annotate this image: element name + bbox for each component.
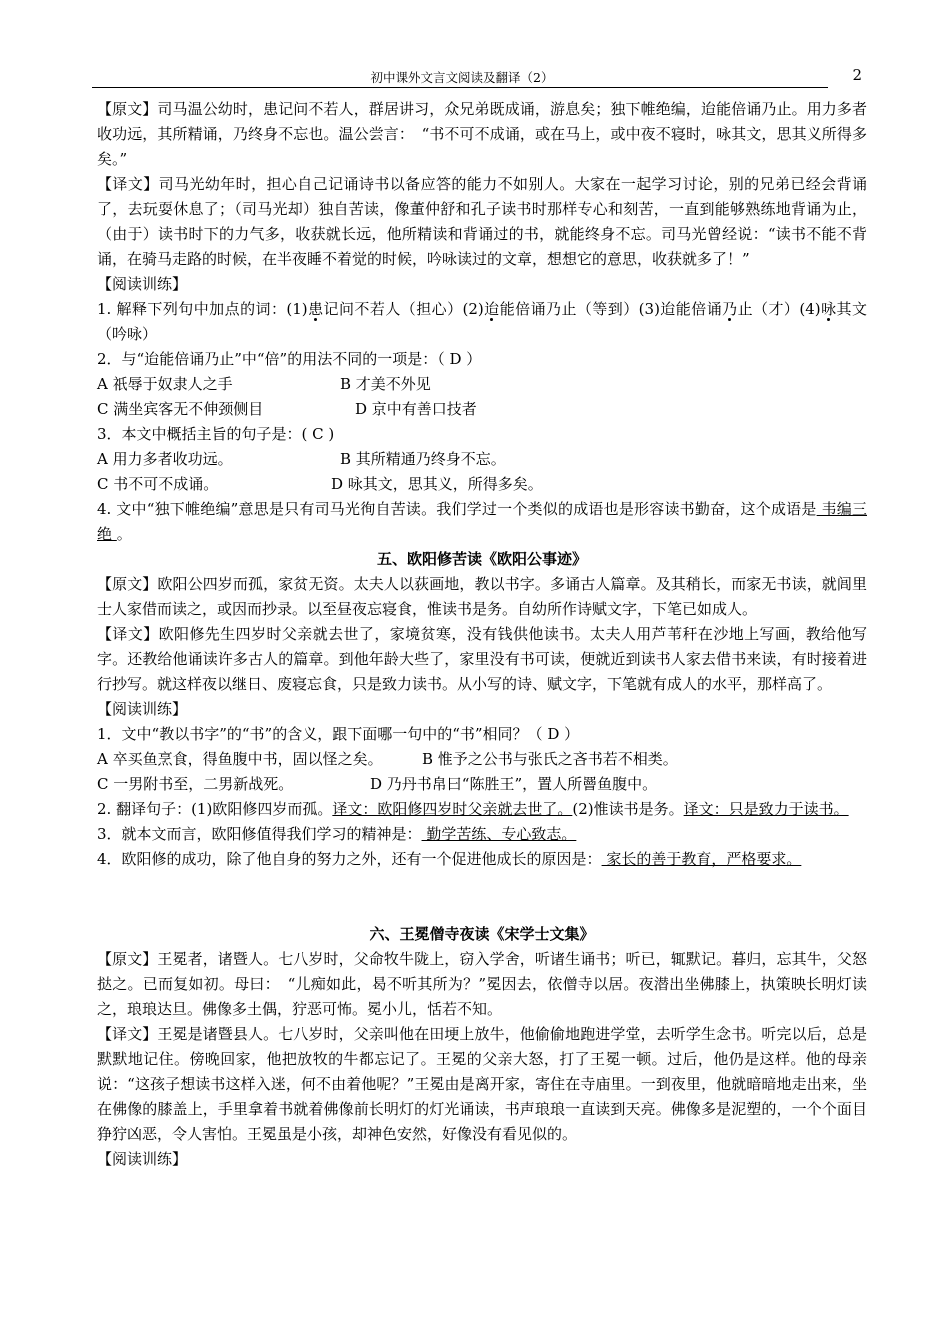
s5-question-4 [97, 847, 867, 872]
s5-original-text: 【原文】欧阳公四岁而孤，家贫无资。太夫人以荻画地，教以书字。多诵古人篇章。及其稍长，而家无书读，就闾里士人家借而读之，或因而抄录。以至昼夜忘寝食，惟读书是务。自幼所作诗赋文字，下笔已如成人。 [97, 575, 867, 618]
option: D 咏其文，思其义，所得多矣。 [331, 475, 543, 493]
s4-translation-text: 【译文】司马光幼年时，担心自己记诵诗书以备应答的能力不如别人。大家在一起学习讨论，别的兄弟已经会背诵了，去玩耍休息了；（司马光却）独自苦读，像董仲舒和孔子读书时那样专心和刻苦，一直到能够熟练地背诵为止，（由于）读书时下的力气多，收获就长远，他所精读和背诵过的书，就能终身不忘。司马光曾经说：“读书不能不背诵，在骑马走路的时候，在半夜睡不着觉的时候，吟咏读过的文章，想想它的意思，收获就多了！” [97, 175, 867, 268]
option: A 卒买鱼烹食，得鱼腹中书，固以怪之矣。 [97, 750, 383, 768]
q1-part: 记问不若人（担心）(2) [323, 300, 484, 318]
answer-underlined: 译文：只是致力于读书。 [683, 800, 849, 818]
option: C 满坐宾客无不伸颈侧目 [97, 400, 264, 418]
s6-training-title: 【阅读训练】 [97, 1150, 188, 1168]
option: C 一男附书至，二男新战死。 [97, 775, 294, 793]
answer-underlined: 勤学苦练、专心致志。 [421, 825, 577, 843]
page-number: 2 [852, 66, 862, 84]
question-text: 4. 文中“独下帷绝编”意思是只有司马光徇自苦读。我们学过一个类似的成语也是形容读书勤奋，这个成语是 [97, 500, 817, 518]
s5-section-title: 五、欧阳修苦读《欧阳公事迹》 [376, 550, 587, 568]
answer-underlined: 译文：欧阳修四岁时父亲就去世了。 [332, 800, 573, 818]
s4-q2-options-row [97, 372, 867, 397]
s4-question-3: 3．本文中概括主旨的句子是：( C ) [97, 425, 335, 443]
s4-question-4 [97, 497, 867, 547]
question-text: 。 [116, 525, 132, 543]
document-body [97, 97, 867, 1172]
header-title: 初中课外文言文阅读及翻译（2） [370, 70, 554, 85]
s5-training-title: 【阅读训练】 [97, 700, 188, 718]
option: C 书不可不成诵。 [97, 475, 219, 493]
dotted-char: 患 [307, 300, 324, 318]
option: A 用力多者收功远。 [97, 450, 233, 468]
option: B 其所精通乃终身不忘。 [340, 450, 506, 468]
q1-part: 能倍诵乃止（等到）(3)迨能倍诵 [499, 300, 723, 318]
header-rule [92, 87, 828, 88]
q1-part: 止（才）(4) [737, 300, 821, 318]
answer-underlined: 韦编三绝 [97, 500, 867, 543]
s4-q3-options-row [97, 447, 867, 472]
q1-part: 其文（吟咏） [97, 300, 867, 343]
question-text: 2. 翻译句子：(1)欧阳修四岁而孤。 [97, 800, 333, 818]
s5-question-1: 1．文中“教以书字”的“书”的含义，跟下面哪一句中的“书”相同？（ D ） [97, 725, 580, 743]
s5-question-2 [97, 797, 867, 822]
s5-question-3 [97, 822, 867, 847]
section-spacer [97, 872, 867, 922]
option: B 才美不外见 [340, 375, 431, 393]
s4-question-1 [97, 297, 867, 347]
answer-underlined: 家长的善于教育，严格要求。 [601, 850, 802, 868]
option: D 京中有善口技者 [355, 400, 477, 418]
q1-part: 1. 解释下列句中加点的词：(1) [97, 300, 308, 318]
option: A 祇辱于奴隶人之手 [97, 375, 233, 393]
s6-translation-text: 【译文】王冕是诸暨县人。七八岁时，父亲叫他在田埂上放牛，他偷偷地跑进学堂，去听学生念书。听完以后，总是默默地记住。傍晚回家，他把放牧的牛都忘记了。王冕的父亲大怒，打了王冕一顿。过后，他仍是这样。他的母亲说：“这孩子想读书这样入迷，何不由着他呢？”王冕由是离开家，寄住在寺庙里。一到夜里，他就暗暗地走出来，坐在佛像的膝盖上，手里拿着书就着佛像前长明灯的灯光诵读，书声琅琅一直读到天亮。佛像多是泥塑的，一个个面目狰狞凶恶，令人害怕。王冕虽是小孩，却神色安然，好像没有看见似的。 [97, 1025, 867, 1143]
s4-q3-options-row [97, 472, 867, 497]
option: B 惟予之公书与张氏之吝书若不相类。 [422, 750, 678, 768]
dotted-char: 迨 [483, 300, 500, 318]
s5-q1-options-row [97, 747, 867, 772]
dotted-char: 乃 [722, 300, 738, 318]
page-header [92, 68, 862, 90]
s4-q2-options-row [97, 397, 867, 422]
s5-translation-text: 【译文】欧阳修先生四岁时父亲就去世了，家境贫寒，没有钱供他读书。太夫人用芦苇秆在沙地上写画，教给他写字。还教给他诵读许多古人的篇章。到他年龄大些了，家里没有书可读，便就近到读书人家去借书来读，有时接着进行抄写。就这样夜以继日、废寝忘食，只是致力读书。从小写的诗、赋文字，下笔就有成人的水平，那样高了。 [97, 625, 867, 693]
s6-section-title: 六、王冕僧寺夜读《宋学士文集》 [369, 925, 595, 943]
s4-original-text: 【原文】司马温公幼时，患记问不若人，群居讲习，众兄弟既成诵，游息矣；独下帷绝编，迨能倍诵乃止。用力多者收功远，其所精诵，乃终身不忘也。温公尝言： “书不可不成诵，或在马上，或中夜不寝时，咏其文，思其义所得多矣。” [97, 100, 867, 168]
question-text: (2)惟读书是务。 [572, 800, 684, 818]
s5-q1-options-row [97, 772, 867, 797]
s4-question-2: 2．与“迨能倍诵乃止”中“倍”的用法不同的一项是：（ D ） [97, 350, 482, 368]
question-text: 4．欧阳修的成功，除了他自身的努力之外，还有一个促进他成长的原因是： [97, 850, 602, 868]
option: D 乃丹书帛曰“陈胜王”，置人所罾鱼腹中。 [370, 775, 658, 793]
dotted-char: 咏 [820, 300, 837, 318]
s6-original-text: 【原文】王冕者，诸暨人。七八岁时，父命牧牛陇上，窃入学舍，听诸生诵书；听已，辄默记。暮归，忘其牛，父怒挞之。已而复如初。母曰： “儿痴如此，曷不听其所为？”冕因去，依僧寺以居。夜潜出坐佛膝上，执策映长明灯读之，琅琅达旦。佛像多土偶，狞恶可怖。冕小儿，恬若不知。 [97, 950, 867, 1018]
question-text: 3．就本文而言，欧阳修值得我们学习的精神是： [97, 825, 422, 843]
s4-training-title: 【阅读训练】 [97, 275, 188, 293]
